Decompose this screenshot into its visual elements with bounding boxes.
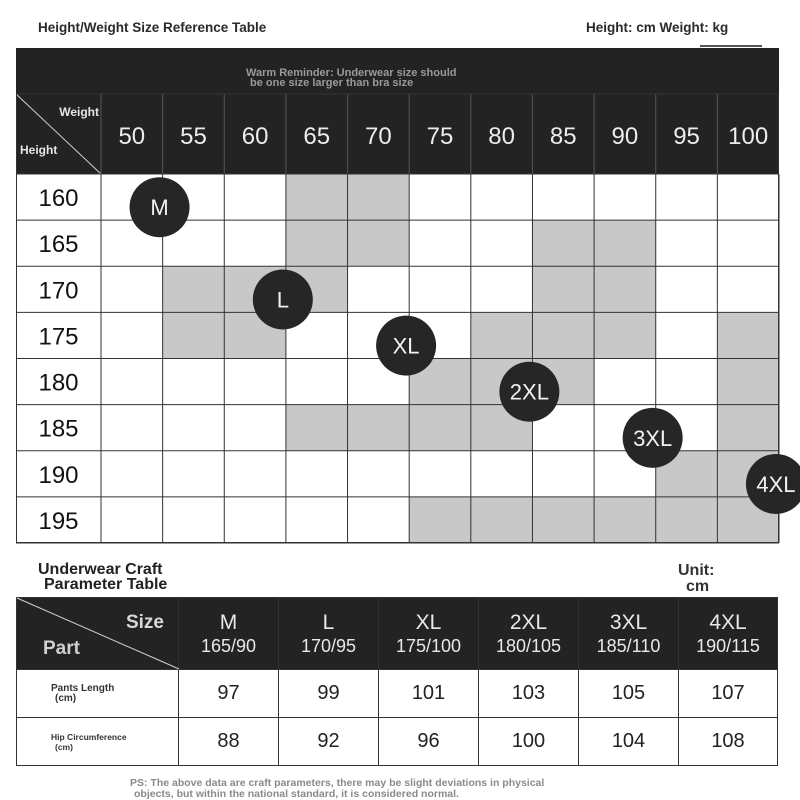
weight-label: 90	[611, 123, 639, 150]
weight-label: 80	[488, 123, 515, 150]
row-label	[51, 732, 127, 752]
corner-height-label: Height	[20, 143, 58, 157]
size-dims: 165/90	[200, 635, 257, 656]
row-header-pants-length	[17, 670, 179, 718]
size-column-header	[579, 598, 679, 670]
size-column-header	[379, 598, 479, 670]
height-label: 185	[38, 415, 79, 443]
craft-unit-line-1: Unit:	[678, 562, 715, 579]
table-cell: 99	[279, 670, 379, 718]
size-table-units: Height: cm Weight: kg	[586, 20, 729, 35]
size-dims: 170/95	[300, 635, 357, 656]
warm-reminder-line-2: be one size larger than bra size	[250, 77, 414, 89]
weight-label: 70	[365, 123, 392, 150]
size-part-corner	[17, 598, 179, 670]
size-column-header	[179, 598, 279, 670]
craft-unit-line-2: cm	[686, 578, 710, 595]
shaded-cell	[348, 405, 410, 451]
shaded-cell	[532, 497, 594, 543]
size-dims: 185/110	[596, 635, 661, 656]
height-label: 190	[38, 461, 79, 489]
table-cell: 104	[579, 718, 679, 766]
shaded-cell	[286, 220, 348, 266]
row-label-text: Hip Circumference	[51, 732, 127, 742]
size-badge-label: 2XL	[509, 379, 549, 405]
table-row	[17, 670, 778, 718]
corner-part-label: Part	[43, 638, 80, 659]
size-badge-label: XL	[392, 333, 420, 359]
table-cell: 108	[679, 718, 778, 766]
shaded-cell	[471, 312, 533, 358]
shaded-cell	[717, 312, 779, 358]
height-label: 160	[38, 185, 79, 213]
shaded-cell	[286, 174, 348, 220]
craft-table-title	[38, 562, 258, 592]
row-header-hip-circumference	[17, 718, 179, 766]
units-underline	[700, 45, 762, 47]
table-cell: 100	[479, 718, 579, 766]
corner-size-label: Size	[125, 612, 164, 633]
size-badge-label: 4XL	[756, 471, 796, 497]
shaded-cell	[532, 312, 594, 358]
size-badge-label: 3XL	[633, 425, 673, 451]
size-name: 2XL	[509, 610, 548, 634]
shaded-cell	[594, 312, 656, 358]
ps-line-2: objects, but within the national standard, it is considered normal.	[134, 788, 459, 800]
table-cell: 107	[679, 670, 778, 718]
shaded-cell	[163, 312, 225, 358]
row-label-text: Pants Length	[51, 683, 115, 694]
craft-parameter-table	[16, 597, 778, 766]
size-name: XL	[415, 610, 442, 634]
shaded-cell	[594, 266, 656, 312]
size-dims: 190/115	[696, 635, 760, 656]
weight-label: 50	[118, 123, 146, 150]
shaded-cell	[409, 497, 471, 543]
weight-label: 65	[303, 123, 331, 150]
weight-label: 75	[426, 123, 454, 150]
table-cell: 88	[179, 718, 279, 766]
table-cell: 96	[379, 718, 479, 766]
shaded-cell	[409, 405, 471, 451]
shaded-cell	[348, 220, 410, 266]
shaded-cell	[348, 174, 410, 220]
height-label: 195	[38, 507, 79, 535]
height-label: 175	[38, 323, 79, 351]
size-dims: 175/100	[395, 635, 462, 656]
shaded-cell	[594, 497, 656, 543]
weight-label: 95	[673, 123, 700, 150]
shaded-cell	[532, 220, 594, 266]
shaded-cell	[656, 497, 718, 543]
weight-label: 60	[241, 123, 269, 150]
table-cell: 97	[179, 670, 279, 718]
shaded-cell	[532, 266, 594, 312]
shaded-cell	[717, 405, 779, 451]
shaded-cell	[594, 220, 656, 266]
craft-header-row	[17, 598, 778, 670]
table-cell: 101	[379, 670, 479, 718]
craft-table-unit	[678, 563, 714, 595]
size-name: 3XL	[609, 610, 648, 634]
craft-title-line-1: Underwear Craft	[38, 561, 163, 578]
corner-weight-label: Weight	[59, 105, 99, 119]
size-column-header	[279, 598, 379, 670]
size-table-title: Height/Weight Size Reference Table	[38, 20, 267, 35]
warm-reminder-line-1: Warm Reminder: Underwear size should	[246, 67, 457, 79]
size-badge-label: L	[276, 287, 289, 313]
height-label: 170	[38, 277, 79, 305]
row-label	[51, 684, 114, 704]
craft-title-line-2: Parameter Table	[44, 576, 168, 593]
table-cell: 92	[279, 718, 379, 766]
table-row	[17, 718, 778, 766]
size-name: M	[219, 610, 238, 634]
weight-label: 55	[180, 123, 207, 150]
size-column-header	[479, 598, 579, 670]
size-dims: 180/105	[495, 635, 562, 656]
table-cell: 105	[579, 670, 679, 718]
size-column-header	[679, 598, 778, 670]
weight-label: 100	[728, 123, 769, 150]
height-label: 180	[38, 369, 79, 397]
ps-line-1: PS: The above data are craft parameters, there may be slight deviations in physical	[130, 777, 545, 789]
size-grid	[16, 48, 796, 543]
weight-label: 85	[549, 123, 577, 150]
shaded-cell	[163, 266, 225, 312]
row-unit: (cm)	[55, 742, 73, 752]
table-cell: 103	[479, 670, 579, 718]
shaded-cell	[286, 405, 348, 451]
height-label: 165	[38, 231, 79, 259]
shaded-cell	[471, 497, 533, 543]
ps-note	[130, 778, 670, 800]
row-unit: (cm)	[55, 693, 77, 704]
size-reference-chart	[16, 48, 796, 543]
size-name: L	[322, 610, 335, 634]
shaded-cell	[717, 359, 779, 405]
size-badge-label: M	[150, 195, 169, 221]
size-name: 4XL	[709, 610, 747, 634]
